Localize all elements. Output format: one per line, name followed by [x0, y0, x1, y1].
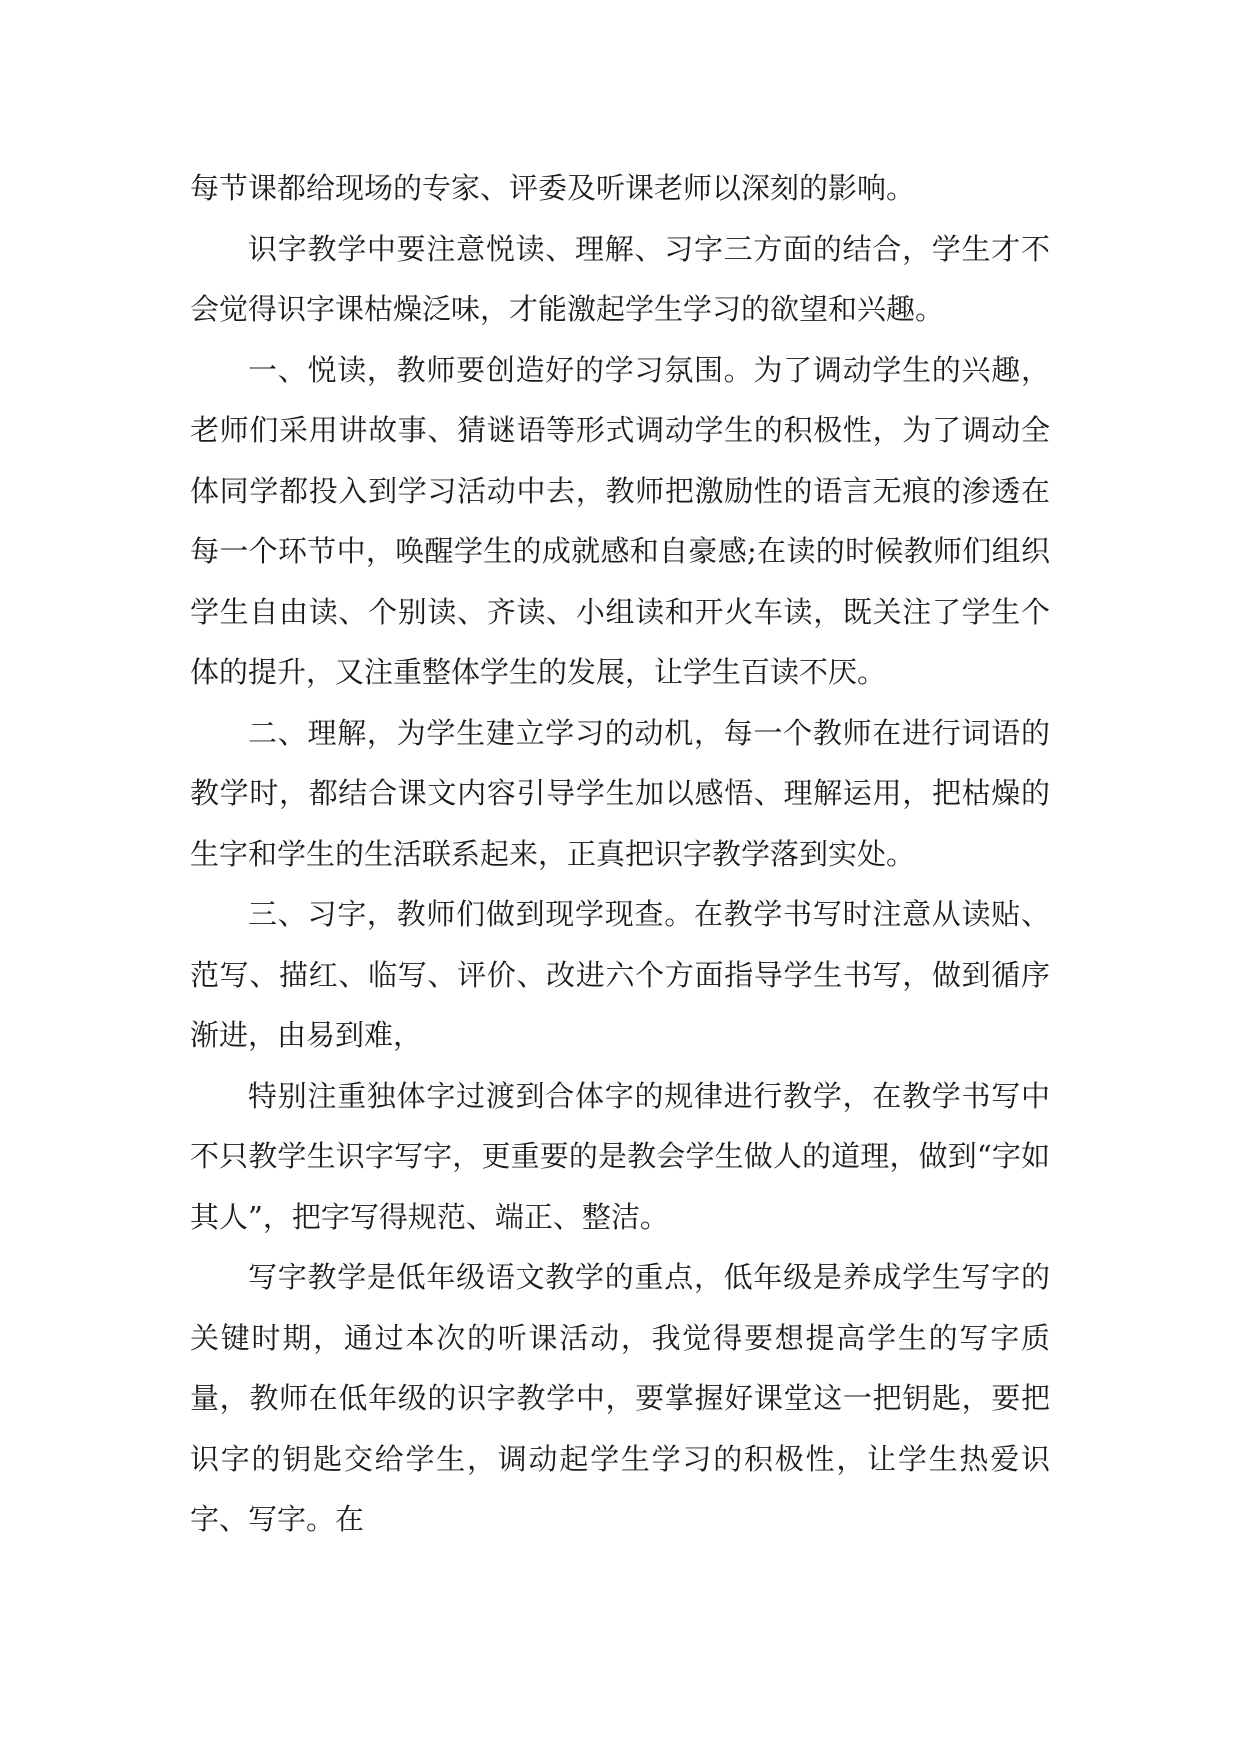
paragraph-point-three-writing: 三、习字，教师们做到现学现查。在教学书写时注意从读贴、范写、描红、临写、评价、改进六个方面指导学生书写，做到循序渐进，由易到难， — [190, 897, 1050, 1052]
paragraph-point-one-reading: 一、悦读，教师要创造好的学习氛围。为了调动学生的兴趣，老师们采用讲故事、猜谜语等形式调动学生的积极性，为了调动全体同学都投入到学习活动中去，教师把激励性的语言无痕的渗透在每一个环节中，唤醒学生的成就感和自豪感;在读的时候教师们组织学生自由读、个别读、齐读、小组读和开火车读，既关注了学生个体的提升，又注重整体学生的发展，让学生百读不厌。 — [190, 352, 1050, 689]
paragraph-continuation: 每节课都给现场的专家、评委及听课老师以深刻的影响。 — [190, 171, 916, 205]
document-body — [190, 158, 1050, 1550]
paragraph-point-two-understanding: 二、理解，为学生建立学习的动机，每一个教师在进行词语的教学时，都结合课文内容引导学生加以感悟、理解运用，把枯燥的生字和学生的生活联系起来，正真把识字教学落到实处。 — [190, 715, 1050, 871]
paragraph-writing-teaching: 写字教学是低年级语文教学的重点，低年级是养成学生写字的关键时期，通过本次的听课活动，我觉得要想提高学生的写字质量，教师在低年级的识字教学中，要掌握好课堂这一把钥匙，要把识字的钥匙交给学生，调动起学生学习的积极性，让学生热爱识字、写字。在 — [190, 1260, 1050, 1536]
paragraph-literacy-teaching: 识字教学中要注意悦读、理解、习字三方面的结合，学生才不会觉得识字课枯燥泛味，才能激起学生学习的欲望和兴趣。 — [190, 231, 1050, 326]
paragraph-character-structure: 特别注重独体字过渡到合体字的规律进行教学，在教学书写中不只教学生识字写字，更重要的是教会学生做人的道理，做到“字如其人”，把字写得规范、端正、整洁。 — [190, 1078, 1050, 1234]
